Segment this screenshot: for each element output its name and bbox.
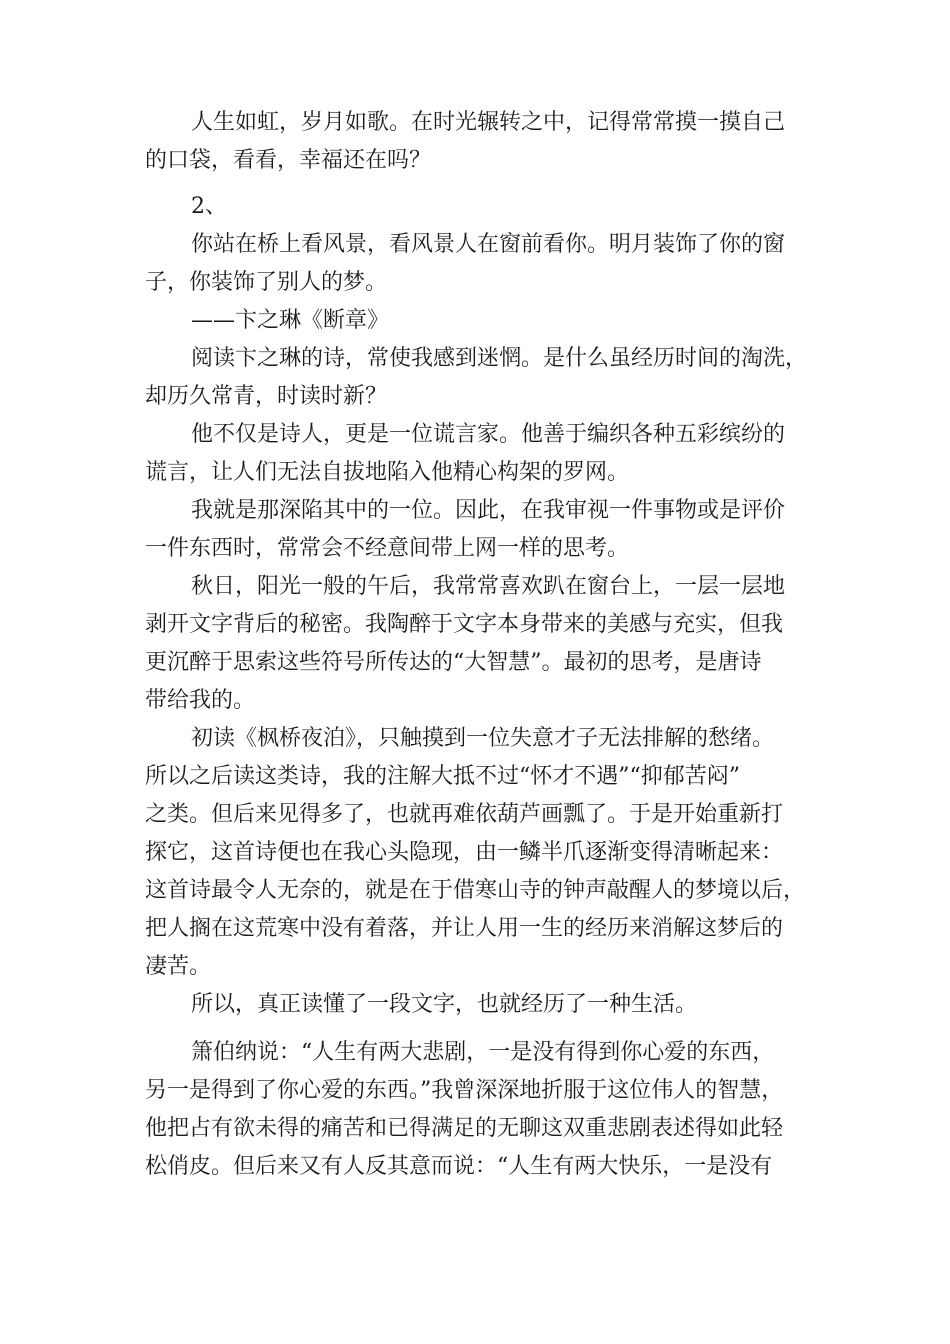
text-line: 另一是得到了你心爱的东西。”我曾深深地折服于这位伟人的智慧，: [145, 1078, 784, 1103]
text-line: 松俏皮。但后来又有人反其意而说：“人生有两大快乐，一是没有: [145, 1154, 773, 1179]
text-line: 剥开文字背后的秘密。我陶醉于文字本身带来的美感与充实，但我: [145, 612, 784, 637]
text-line: 初读《枫桥夜泊》，只触摸到一位失意才子无法排解的愁绪。: [191, 726, 775, 751]
text-line: 谎言，让人们无法自拔地陷入他精心构架的罗网。: [145, 460, 630, 485]
text-line: 凄苦。: [145, 954, 212, 979]
text-line: 他把占有欲未得的痛苦和已得满足的无聊这双重悲剧表述得如此轻: [145, 1116, 784, 1141]
quote-line: 子，你装饰了别人的梦。: [145, 270, 388, 295]
text-line: 箫伯纳说：“人生有两大悲剧，一是没有得到你心爱的东西，: [191, 1040, 775, 1065]
text-line: 把人搁在这荒寒中没有着落，并让人用一生的经历来消解这梦后的: [145, 916, 784, 941]
text-line: 人生如虹，岁月如歌。在时光辗转之中，记得常常摸一摸自己: [191, 110, 786, 135]
quote-attribution: ——卞之琳《断章》: [191, 308, 390, 333]
text-line: 一件东西时，常常会不经意间带上网一样的思考。: [145, 536, 630, 561]
text-line: 带给我的。: [145, 688, 256, 713]
text-line: 这首诗最令人无奈的，就是在于借寒山寺的钟声敲醒人的梦境以后，: [145, 878, 806, 903]
text-line: 他不仅是诗人，更是一位谎言家。他善于编织各种五彩缤纷的: [191, 422, 786, 447]
text-line: 秋日，阳光一般的午后，我常常喜欢趴在窗台上，一层一层地: [191, 574, 786, 599]
text-line: 我就是那深陷其中的一位。因此，在我审视一件事物或是评价: [191, 498, 786, 523]
text-line: 阅读卞之琳的诗，常使我感到迷惘。是什么虽经历时间的淘洗，: [191, 346, 808, 371]
text-line: 的口袋，看看，幸福还在吗？: [145, 148, 432, 173]
text-line: 之类。但后来见得多了，也就再难依葫芦画瓢了。于是开始重新打: [145, 802, 784, 827]
text-line: 探它，这首诗便也在我心头隐现，由一鳞半爪逐渐变得清晰起来：: [145, 840, 784, 865]
text-line: 却历久常青，时读时新？: [145, 384, 388, 409]
text-line: 所以，真正读懂了一段文字，也就经历了一种生活。: [191, 992, 698, 1017]
text-line: 所以之后读这类诗，我的注解大抵不过“怀才不遇”“抑郁苦闷”: [145, 764, 740, 789]
quote-line: 你站在桥上看风景，看风景人在窗前看你。明月装饰了你的窗: [191, 232, 786, 257]
text-line: 更沉醉于思索这些符号所传达的“大智慧”。最初的思考，是唐诗: [145, 650, 762, 675]
section-number: 2、: [191, 194, 227, 219]
